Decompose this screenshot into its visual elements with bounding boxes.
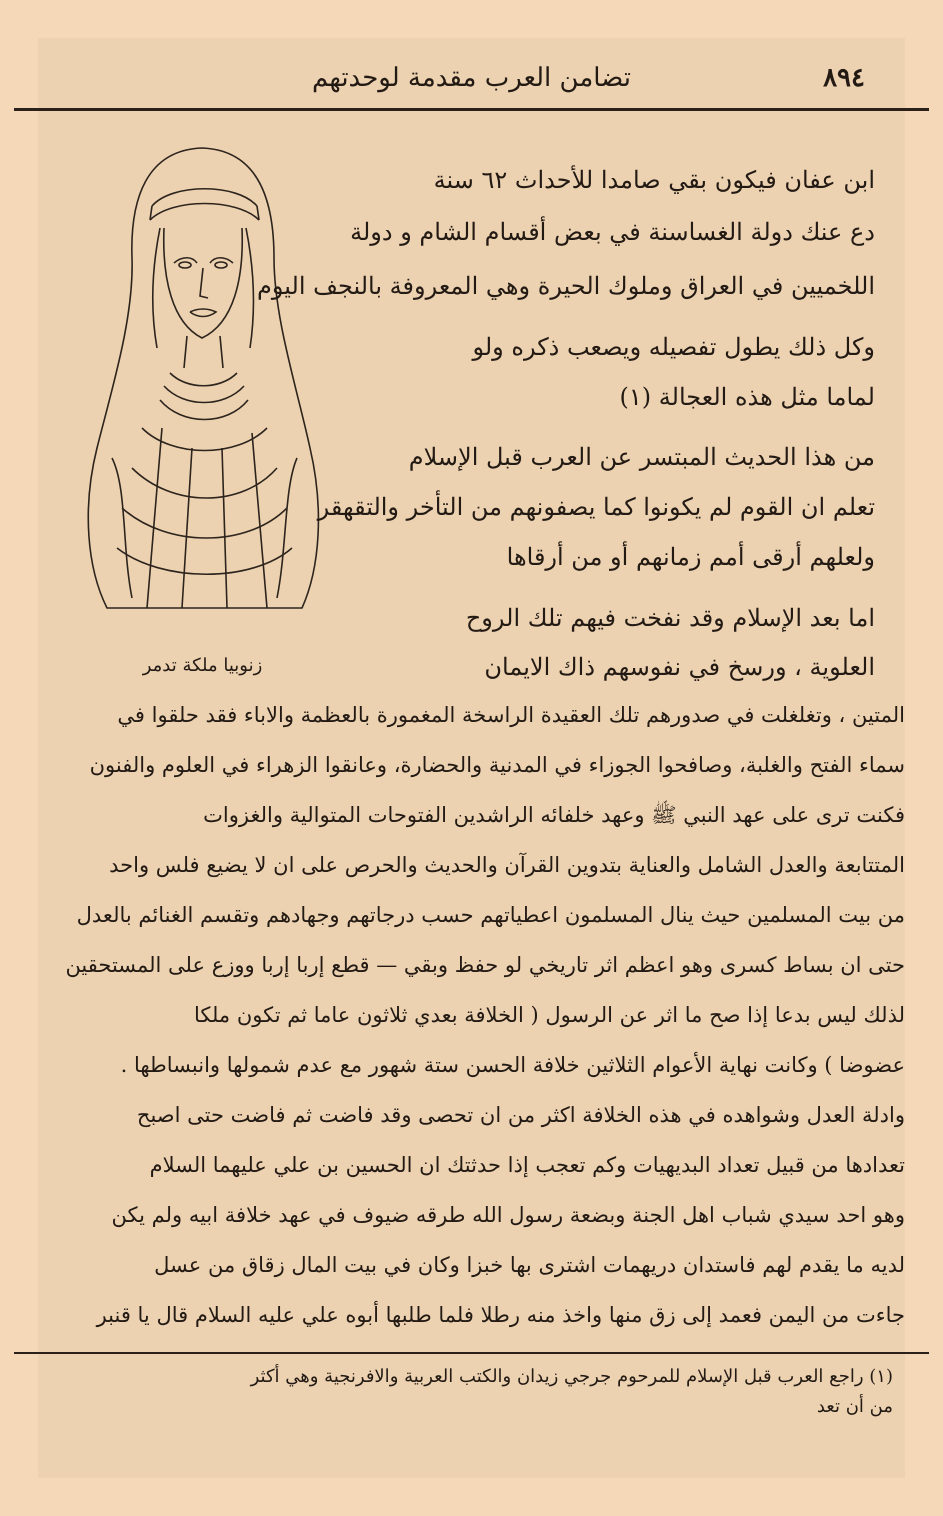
page-header bbox=[18, 58, 925, 98]
footnote-line-1: (١) راجع العرب قبل الإسلام للمرحوم جرجي زيدان والكتب العربية والافرنجية وهي أكثر bbox=[250, 1366, 893, 1387]
zenobia-portrait-illustration bbox=[52, 128, 352, 628]
body-line: تعدادها من قبيل تعداد البديهيات وكم تعجب إذا حدثتك ان الحسين بن علي عليهما السلام bbox=[149, 1153, 905, 1177]
body-line: من هذا الحديث المبتسر عن العرب قبل الإسلام bbox=[408, 443, 875, 471]
body-line: لذلك ليس بدعا إذا صح ما اثر عن الرسول ( الخلافة بعدي ثلاثون عاما ثم تكون ملكا bbox=[193, 1003, 905, 1027]
body-line: حتى ان بساط كسرى وهو اعظم اثر تاريخي لو حفظ وبقي — قطع إربا إربا ووزع على المستحقين bbox=[65, 953, 905, 977]
body-line: من بيت المسلمين حيث ينال المسلمون اعطياتهم حسب درجاتهم وجهادهم وتقسم الغنائم بالعدل bbox=[76, 903, 905, 927]
body-line: اما بعد الإسلام وقد نفخت فيهم تلك الروح bbox=[465, 604, 875, 632]
body-line: العلوية ، ورسخ في نفوسهم ذاك الايمان bbox=[484, 653, 875, 681]
body-line: فكنت ترى على عهد النبي ﷺ وعهد خلفائه الراشدين الفتوحات المتوالية والغزوات bbox=[203, 803, 905, 827]
body-line: وادلة العدل وشواهده في هذه الخلافة اكثر من ان تحصى وقد فاضت ثم فاضت حتى اصبح bbox=[136, 1103, 905, 1127]
header-rule bbox=[14, 108, 929, 111]
body-line: تعلم ان القوم لم يكونوا كما يصفونهم من التأخر والتقهقر bbox=[317, 493, 875, 521]
body-line: ابن عفان فيكون بقي صامدا للأحداث ٦٢ سنة bbox=[433, 166, 875, 194]
footnote-line-2: من أن تعد bbox=[816, 1396, 893, 1417]
footnote-rule bbox=[14, 1352, 929, 1354]
body-line: لديه ما يقدم لهم فاستدان دريهمات اشترى بها خبزا وكان في بيت المال زقاق من عسل bbox=[154, 1253, 905, 1277]
running-title: تضامن العرب مقدمة لوحدتهم bbox=[312, 63, 631, 93]
body-line: سماء الفتح والغلبة، وصافحوا الجوزاء في المدنية والحضارة، وعانقوا الزهراء في العلوم والفنون bbox=[89, 753, 905, 777]
body-line: دع عنك دولة الغساسنة في بعض أقسام الشام و دولة bbox=[350, 218, 875, 246]
body-line: جاءت من اليمن فعمد إلى زق منها واخذ منه رطلا فلما طلبها أبوه علي عليه السلام قال يا قنبر bbox=[96, 1303, 905, 1327]
portrait-caption: زنوبيا ملكة تدمر bbox=[142, 655, 263, 676]
body-line: وكل ذلك يطول تفصيله ويصعب ذكره ولو bbox=[472, 333, 875, 361]
body-line: لماما مثل هذه العجالة (١) bbox=[619, 383, 875, 411]
body-line: اللخميين في العراق وملوك الحيرة وهي المعروفة بالنجف اليوم bbox=[257, 272, 875, 300]
body-line: المتتابعة والعدل الشامل والعناية بتدوين القرآن والحديث والحرص على ان لا يضيع فلس واحد bbox=[109, 853, 905, 877]
body-line: عضوضا ) وكانت نهاية الأعوام الثلاثين خلافة الحسن ستة شهور مع عدم شمولها وانبساطها . bbox=[120, 1053, 905, 1077]
body-line: ولعلهم أرقى أمم زمانهم أو من أرقاها bbox=[506, 543, 875, 571]
page-number: ٨٩٤ bbox=[823, 63, 865, 93]
body-line: وهو احد سيدي شباب اهل الجنة وبضعة رسول الله طرقه ضيوف في عهد خلافة ابيه ولم يكن bbox=[111, 1203, 905, 1227]
body-line: المتين ، وتغلغلت في صدورهم تلك العقيدة الراسخة المغمورة بالعظمة والاباء فقد حلقوا في bbox=[117, 703, 905, 727]
